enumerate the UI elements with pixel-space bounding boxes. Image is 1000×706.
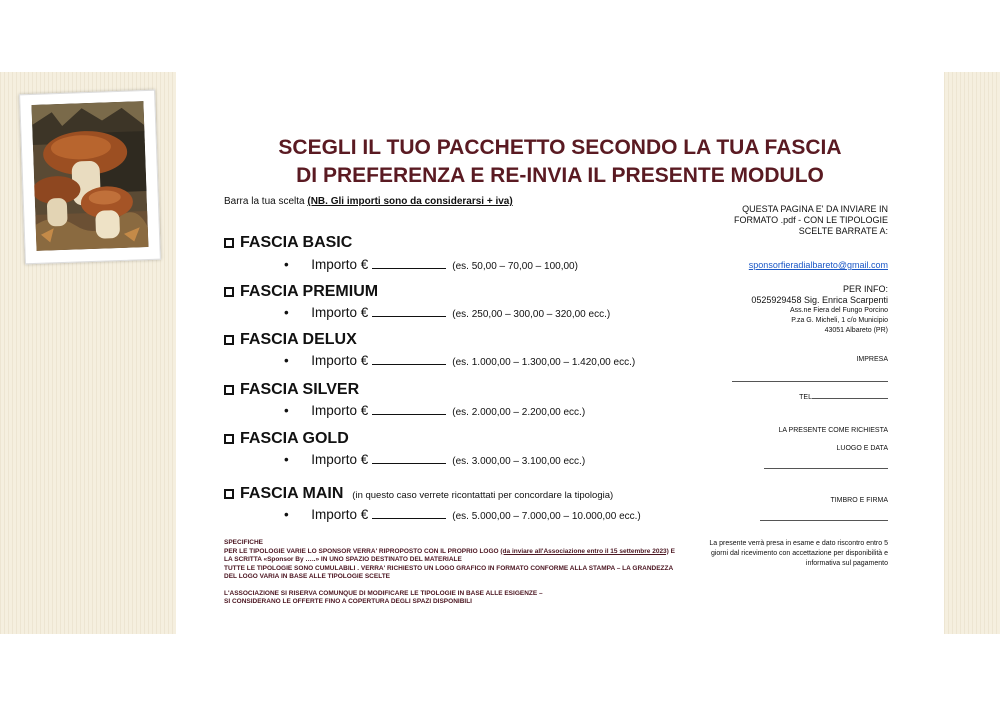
info-label: PER INFO: — [842, 284, 888, 294]
background-band-right — [944, 72, 1000, 634]
importo-label: Importo € — [311, 353, 369, 368]
title-line-1: SCEGLI IL TUO PACCHETTO SECONDO LA TUA FASCIA — [278, 136, 842, 159]
fascia-basic-option[interactable] — [224, 234, 352, 252]
specifiche-line: TUTTE LE TIPOLOGIE SONO CUMULABILI . VERRA' RICHIESTO UN LOGO GRAFICO IN FORMATO CONFORME ALLA STAMPA – LA GRANDEZZA — [224, 564, 674, 572]
specifiche-line: LA SCRITTA «Sponsor By …..» IN UNO SPAZIO DESTINATO DEL MATERIALE — [224, 556, 462, 563]
fascia-silver-option[interactable] — [224, 381, 359, 399]
intro-text — [224, 196, 513, 207]
checkbox-icon[interactable] — [224, 434, 234, 444]
fascia-label: FASCIA GOLD — [240, 430, 349, 447]
richiesta-label: LA PRESENTE COME RICHIESTA — [778, 427, 888, 434]
tel-row — [799, 391, 888, 401]
timbro-label: TIMBRO E FIRMA — [830, 497, 888, 504]
importo-field[interactable] — [372, 402, 446, 415]
fascia-label: FASCIA DELUX — [240, 331, 357, 348]
info-city: 43051 Albareto (PR) — [824, 327, 888, 334]
info-block — [751, 284, 888, 336]
importo-example: (es. 5.000,00 – 7.000,00 – 10.000,00 ecc.) — [452, 511, 641, 522]
importo-field[interactable] — [372, 352, 446, 365]
specifiche-block — [224, 539, 675, 607]
importo-premium — [284, 304, 610, 320]
bullet: • — [284, 353, 289, 368]
specifiche-line: L'ASSOCIAZIONE SI RISERVA COMUNQUE DI MODIFICARE LE TIPOLOGIE IN BASE ALLE ESIGENZE – — [224, 589, 543, 597]
impresa-label: IMPRESA — [856, 356, 888, 363]
fascia-label: FASCIA BASIC — [240, 234, 353, 251]
importo-gold — [284, 451, 585, 467]
checkbox-icon[interactable] — [224, 489, 234, 499]
importo-silver — [284, 402, 585, 418]
importo-example: (es. 1.000,00 – 1.300,00 – 1.420,00 ecc.) — [452, 357, 636, 368]
importo-field[interactable] — [372, 256, 446, 269]
checkbox-icon[interactable] — [224, 335, 234, 345]
fascia-main-note: (in questo caso verrete ricontattati per concordare la tipologia) — [352, 490, 614, 501]
luogo-label: LUOGO E DATA — [836, 445, 888, 452]
mushroom-photo — [19, 90, 161, 265]
luogo-data-field[interactable] — [764, 468, 888, 469]
bullet: • — [284, 507, 289, 522]
timbro-firma-field[interactable] — [760, 520, 888, 521]
fascia-gold-option[interactable] — [224, 430, 349, 448]
invio-instructions: QUESTA PAGINA E' DA INVIARE IN FORMATO .pdf - CON LE TIPOLOGIE SCELTE BARRATE A: — [733, 204, 888, 236]
importo-example: (es. 2.000,00 – 2.200,00 ecc.) — [452, 407, 586, 418]
importo-label: Importo € — [311, 507, 369, 522]
fascia-premium-option[interactable] — [224, 283, 378, 301]
importo-label: Importo € — [311, 257, 369, 272]
importo-example: (es. 50,00 – 70,00 – 100,00) — [452, 261, 578, 272]
intro-note: (NB. Gli importi sono da considerarsi + iva) — [307, 196, 513, 207]
info-addr: P.za G. Micheli, 1 c/o Municipio — [791, 317, 888, 324]
intro-label: Barra la tua scelta — [224, 196, 308, 207]
specifiche-line: SI CONSIDERANO LE OFFERTE FINO A COPERTURA DEGLI SPAZI DISPONIBILI — [224, 598, 472, 605]
checkbox-icon[interactable] — [224, 238, 234, 248]
tel-field[interactable] — [812, 391, 888, 399]
checkbox-icon[interactable] — [224, 385, 234, 395]
specifiche-line: DEL LOGO VARIA IN BASE ALLE TIPOLOGIE SCELTE — [224, 573, 391, 580]
importo-main — [284, 506, 641, 522]
impresa-field[interactable] — [732, 381, 888, 382]
info-phone: 0525929458 Sig. Enrica Scarpenti — [751, 295, 888, 305]
bullet: • — [284, 305, 289, 320]
importo-field[interactable] — [372, 506, 446, 519]
specifiche-heading: SPECIFICHE — [224, 539, 264, 546]
fascia-label: FASCIA PREMIUM — [240, 283, 379, 300]
importo-example: (es. 250,00 – 300,00 – 320,00 ecc.) — [452, 309, 611, 320]
importo-basic — [284, 256, 578, 272]
page-title — [176, 134, 944, 190]
bullet: • — [284, 257, 289, 272]
importo-field[interactable] — [372, 451, 446, 464]
importo-delux — [284, 352, 635, 368]
bullet: • — [284, 403, 289, 418]
fascia-label: FASCIA SILVER — [240, 381, 360, 398]
fascia-delux-option[interactable] — [224, 331, 357, 349]
email-link[interactable]: sponsorfieradialbareto@gmail.com — [748, 260, 888, 270]
tel-label: TEL — [799, 394, 812, 401]
bullet: • — [284, 452, 289, 467]
title-line-2: DI PREFERENZA E RE-INVIA IL PRESENTE MODULO — [296, 164, 824, 187]
importo-field[interactable] — [372, 304, 446, 317]
importo-label: Importo € — [311, 452, 369, 467]
importo-label: Importo € — [311, 305, 369, 320]
specifiche-line: PER LE TIPOLOGIE VARIE LO SPONSOR VERRA' RIPROPOSTO CON IL PROPRIO LOGO (da inviare all'Associazione entro il 15 settembre 2023) E — [224, 547, 675, 555]
porcini-image-icon — [31, 101, 148, 251]
info-org: Ass.ne Fiera del Fungo Porcino — [789, 307, 888, 314]
importo-example: (es. 3.000,00 – 3.100,00 ecc.) — [452, 456, 586, 467]
importo-label: Importo € — [311, 403, 369, 418]
fascia-main-option[interactable] — [224, 485, 613, 503]
checkbox-icon[interactable] — [224, 287, 234, 297]
fascia-label: FASCIA MAIN — [240, 485, 344, 502]
esame-note: La presente verrà presa in esame e dato riscontro entro 5 giorni dal ricevimento con accettazione per disponibilità e informativa sul pagamento — [709, 540, 888, 567]
